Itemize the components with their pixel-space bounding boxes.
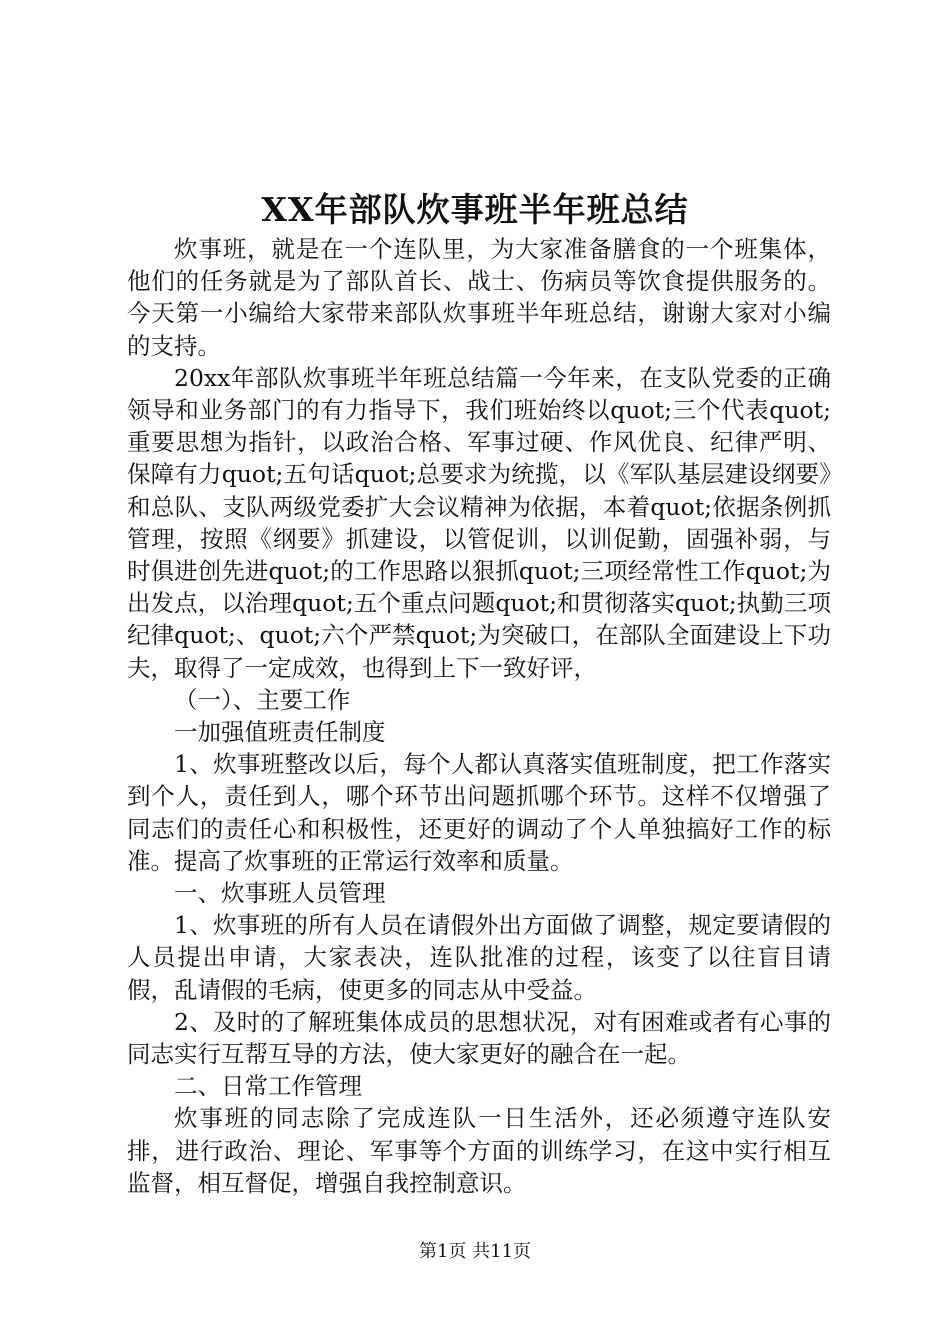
subheading-personnel: 一、炊事班人员管理 xyxy=(174,879,386,908)
subheading-daily-work: 二、日常工作管理 xyxy=(174,1072,362,1101)
document-title: XX年部队炊事班半年班总结 xyxy=(261,190,689,229)
paragraph-intro: 炊事班，就是在一个连队里，为大家准备膳食的一个班集体，他们的任务就是为了部队首长、战士、伤病员等饮食提供服务的。今天第一小编给大家带来部队炊事班半年班总结，谢谢大家对小编的支持。 xyxy=(127,235,831,360)
page-number: 第1页 共11页 xyxy=(418,1241,532,1262)
paragraph-duty-system: 1、炊事班整改以后，每个人都认真落实值班制度，把工作落实到个人，责任到人，哪个环节出问题抓哪个环节。这样不仅增强了同志们的责任心和积极性，还更好的调动了个人单独搞好工作的标准。提高了炊事班的正常运行效率和质量。 xyxy=(127,750,831,875)
paragraph-personnel-2: 2、及时的了解班集体成员的思想状况，对有困难或者有心事的同志实行互帮互导的方法，使大家更好的融合在一起。 xyxy=(127,1007,831,1069)
subheading-duty-system: 一加强值班责任制度 xyxy=(174,718,386,747)
document-body xyxy=(127,233,831,1199)
paragraph-summary: 20xx年部队炊事班半年班总结篇一今年来，在支队党委的正确领导和业务部门的有力指导下，我们班始终以quot;三个代表quot;重要思想为指针，以政治合格、军事过硬、作风优良、纪律严明、保障有力quot;五句话quot;总要求为统揽，以《军队基层建设纲要》和总队、支队两级党委扩大会议精神为依据，本着quot;依据条例抓管理，按照《纲要》抓建设，以管促训，以训促勤，固强补弱，与时俱进创先进quot;的工作思路以狠抓quot;三项经常性工作quot;为出发点，以治理quot;五个重点问题quot;和贯彻落实quot;执勤三项纪律quot;、quot;六个严禁quot;为突破口，在部队全面建设上下功夫，取得了一定成效，也得到上下一致好评， xyxy=(127,363,831,682)
paragraph-personnel-1: 1、炊事班的所有人员在请假外出方面做了调整，规定要请假的人员提出申请，大家表决，连队批准的过程，该变了以往盲目请假，乱请假的毛病，使更多的同志从中受益。 xyxy=(127,911,831,1004)
section-heading-main-work: （一）、主要工作 xyxy=(174,685,351,714)
paragraph-daily-work: 炊事班的同志除了完成连队一日生活外，还必须遵守连队安排，进行政治、理论、军事等个方面的训练学习，在这中实行相互监督，相互督促，增强自我控制意识。 xyxy=(127,1104,831,1197)
